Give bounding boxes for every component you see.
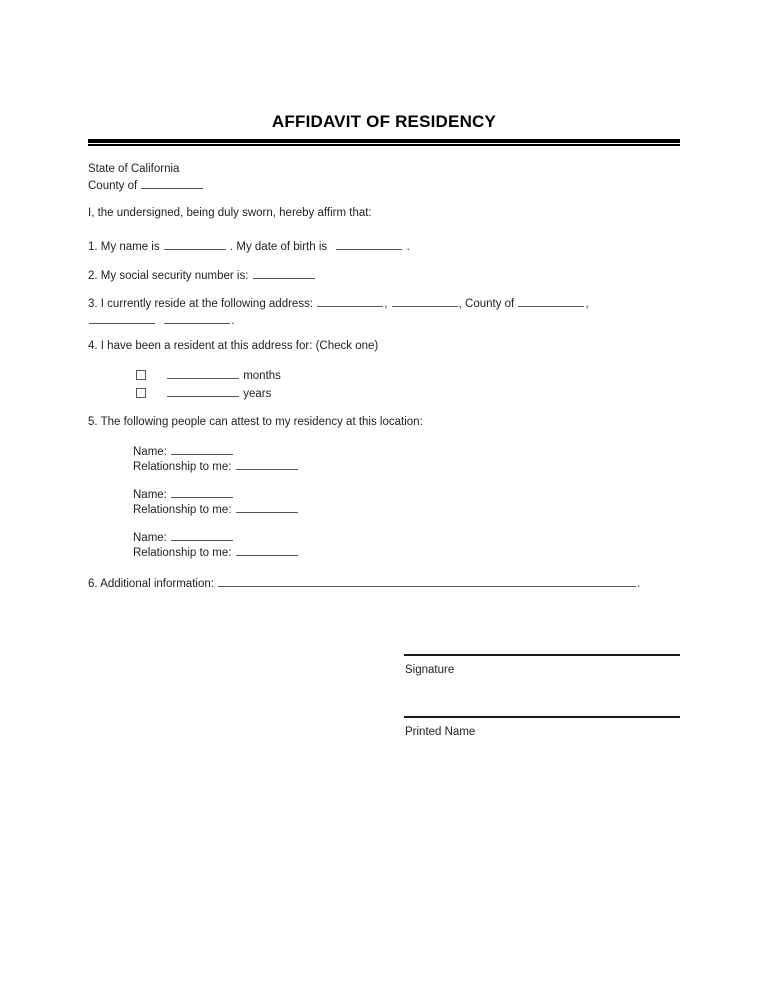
page-title: AFFIDAVIT OF RESIDENCY xyxy=(271,112,497,131)
item-5-number: 5. xyxy=(88,416,98,428)
checkbox-years-label: years xyxy=(243,388,272,400)
item-3-line-1 xyxy=(88,295,589,312)
attestor-1-relationship-row xyxy=(133,458,299,475)
item-3-county-blank[interactable] xyxy=(518,295,584,307)
item-3-sep-2: , xyxy=(458,298,462,310)
attestor-3-relationship-label: Relationship to me: xyxy=(133,547,232,559)
attestor-1-name-blank[interactable] xyxy=(171,443,233,455)
item-3-state-blank[interactable] xyxy=(89,312,155,324)
years-blank[interactable] xyxy=(167,385,239,397)
item-4-text-a: I have been a resident at this address for: (Check one) xyxy=(100,340,379,352)
checkbox-row-months xyxy=(136,367,281,384)
checkbox-months[interactable] xyxy=(136,370,146,380)
item-2-number: 2. xyxy=(88,270,98,282)
item-6-number: 6. xyxy=(88,578,98,590)
item-6-text-end: . xyxy=(637,578,641,590)
attestor-1-relationship-blank[interactable] xyxy=(236,458,298,470)
attestor-1-relationship-label: Relationship to me: xyxy=(133,461,232,473)
attestor-2-relationship-label: Relationship to me: xyxy=(133,504,232,516)
attestor-3-name-label: Name: xyxy=(133,532,167,544)
item-3-line-2 xyxy=(88,312,234,329)
state-line: State of California xyxy=(88,163,180,175)
county-line xyxy=(88,177,204,194)
item-6-text-a: Additional information: xyxy=(100,578,214,590)
item-3-city-blank[interactable] xyxy=(392,295,458,307)
item-1-name-blank[interactable] xyxy=(164,238,226,250)
months-blank[interactable] xyxy=(167,367,239,379)
item-3-text-b: County of xyxy=(465,298,515,310)
item-2 xyxy=(88,267,316,284)
item-3-sep-3: , xyxy=(585,298,589,310)
printed-name-label: Printed Name xyxy=(405,726,476,738)
item-1-text-a: My name is xyxy=(100,241,160,253)
attestor-2-relationship-blank[interactable] xyxy=(236,501,298,513)
signature-rule[interactable] xyxy=(404,654,680,656)
item-2-text-a: My social security number is: xyxy=(100,270,249,282)
item-3-sep-1: , xyxy=(384,298,388,310)
item-6-additional-info-blank[interactable] xyxy=(218,575,636,587)
item-6 xyxy=(88,575,640,592)
attestor-1-name-label: Name: xyxy=(133,446,167,458)
item-1-dob-blank[interactable] xyxy=(336,238,402,250)
attestor-2-relationship-row xyxy=(133,501,299,518)
title-divider xyxy=(88,139,680,146)
item-5-text-a: The following people can attest to my residency at this location: xyxy=(100,416,423,428)
item-1 xyxy=(88,238,410,255)
item-4 xyxy=(88,339,378,354)
item-3-zip-blank[interactable] xyxy=(164,312,230,324)
attestor-3-name-blank[interactable] xyxy=(171,529,233,541)
checkbox-years[interactable] xyxy=(136,388,146,398)
item-5 xyxy=(88,415,423,430)
item-1-text-b: . My date of birth is xyxy=(230,241,328,253)
attestor-2-name-blank[interactable] xyxy=(171,486,233,498)
item-3-number: 3. xyxy=(88,298,98,310)
checkbox-months-label: months xyxy=(243,370,281,382)
item-1-text-c: . xyxy=(406,241,410,253)
printed-name-rule[interactable] xyxy=(404,716,680,718)
item-2-ssn-blank[interactable] xyxy=(253,267,315,279)
signature-label: Signature xyxy=(405,664,455,676)
item-3-street-blank[interactable] xyxy=(317,295,383,307)
item-3-text-end: . xyxy=(231,315,235,327)
item-3-text-a: I currently reside at the following address: xyxy=(100,298,314,310)
attestor-2-name-label: Name: xyxy=(133,489,167,501)
county-blank[interactable] xyxy=(141,177,203,189)
preamble-text: I, the undersigned, being duly sworn, hereby affirm that: xyxy=(88,207,372,219)
item-4-number: 4. xyxy=(88,340,98,352)
item-1-number: 1. xyxy=(88,241,98,253)
county-label: County of xyxy=(88,180,138,192)
checkbox-row-years xyxy=(136,385,271,402)
attestor-3-relationship-blank[interactable] xyxy=(236,544,298,556)
attestor-3-relationship-row xyxy=(133,544,299,561)
divider-thin-bar xyxy=(88,144,680,146)
